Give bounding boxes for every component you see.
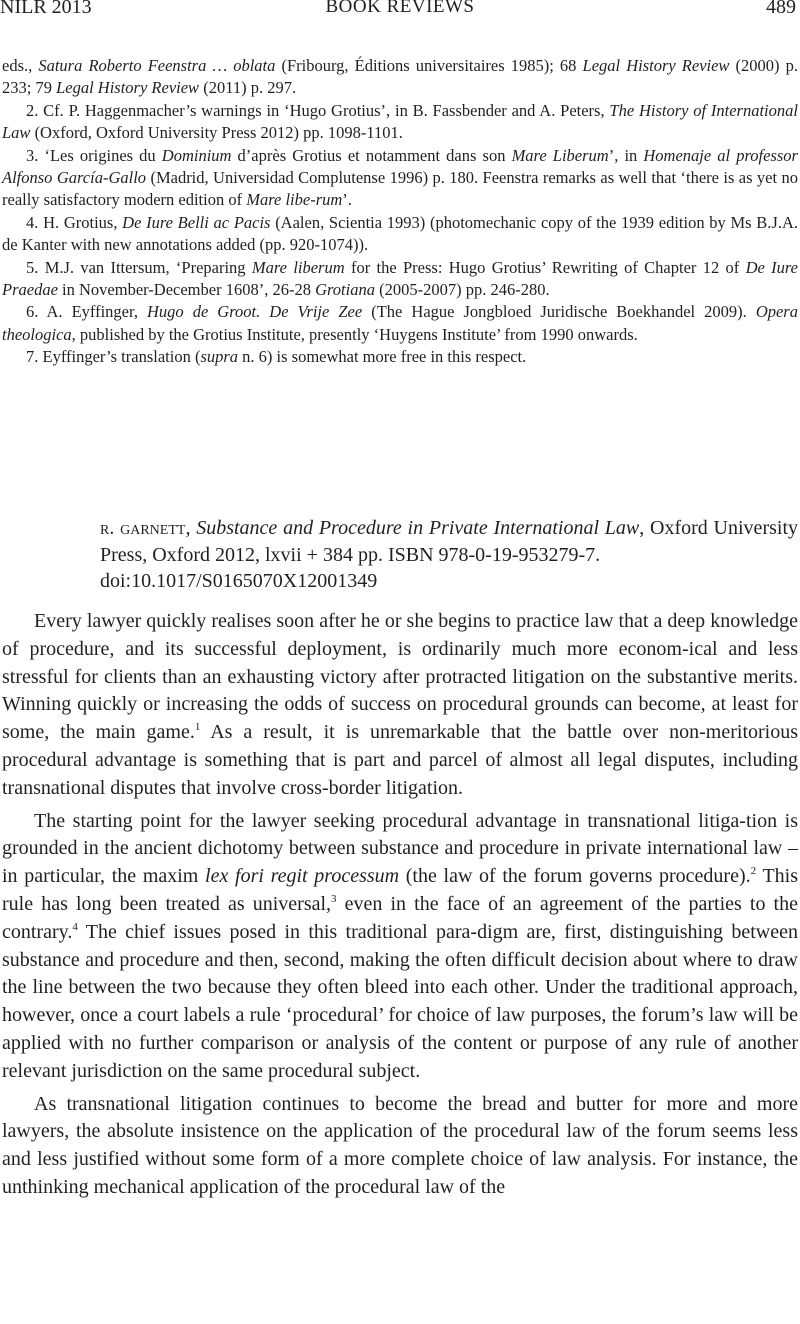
footnote-1-continued: eds., Satura Roberto Feenstra … oblata (Fribourg, Éditions universitaires 1985); 68 Legal History Review (2000) p. 233; 79 Legal History Review (2011) p. 297. [2,56,798,98]
footnote-ref-1: 1 [194,721,201,734]
body-paragraph-2: The starting point for the lawyer seeking procedural advantage in transnational litiga-tion is grounded in the ancient dichotomy between substance and procedure in private international law – in particular, the maxim lex fori regit processum (the law of the forum governs procedure).$^2$ This rule has long been treated as universal,$^3$ even in the face of an agreement of the parties to the contrary.$^4$ The chief issues posed in this traditional para-digm are, first, distinguishing between substance and procedure and then, second, making the often difficult decision about where to draw the line between the two because they often bleed into each other. Under the traditional approach, however, once a court labels a rule ‘procedural’ for choice of law purposes, the forum’s law will be applied with no further comparison or analysis of the content or purpose of any rule of another relevant jurisdiction on the same procedural subject. [2,809,799,1082]
review-heading [100,515,798,595]
footnote-4: 4. H. Grotius, De Iure Belli ac Pacis (Aalen, Scientia 1993) (photomechanic copy of the 1939 edition by Ms B.J.A. de Kanter with new annotations added (pp. 920-1074)). [2,212,798,255]
review-author: r. garnett [100,517,186,539]
footnote-7: 7. Eyffinger’s translation (supra n. 6) is somewhat more free in this respect. [26,347,527,367]
footnotes-block [2,55,798,369]
footnote-2: 2. Cf. P. Haggenmacher’s warnings in ‘Hugo Grotius’, in B. Fassbender and A. Peters, The History of International Law (Oxford, Oxford University Press 2012) pp. 1098-1101. [2,100,798,143]
body-paragraph-3: As transnational litigation continues to become the bread and butter for more and more lawyers, the absolute insistence on the application of the procedural law of the forum seems less and less justified without some form of a more complete choice of law analysis. For instance, the unthinking mechanical application of the procedural law of the [2,1092,798,1198]
publication-info: , Oxford University Press, Oxford 2012, lxvii + 384 pp. ISBN 978-0-19-953279-7. [100,517,798,566]
section-title: BOOK REVIEWS [325,0,475,17]
footnote-6: 6. A. Eyffinger, Hugo de Groot. De Vrije Zee (The Hague Jongbloed Juridische Boekhandel 2009). Opera theologica, published by the Grotius Institute, presently ‘Huygens Institute’ from 1990 onwards. [2,302,798,344]
page-number: 489 [766,0,796,18]
footnote-3: 3. ‘Les origines du Dominium d’après Grotius et notamment dans son Mare Liberum’, in Homenaje al professor Alfonso García-Gallo (Madrid, Universidad Complutense 1996) p. 180. Feenstra remarks as well that ‘there is as yet no really satisfactory modern edition of Mare libe-rum’. [2,145,798,210]
footnote-ref-4: 4 [72,920,78,933]
book-title: Substance and Procedure in Private International Law [196,517,640,539]
review-doi: doi:10.1017/S0165070X12001349 [100,570,378,592]
running-header [0,0,800,22]
footnote-5: 5. M.J. van Ittersum, ‘Preparing Mare liberum for the Press: Hugo Grotius’ Rewriting of Chapter 12 of De Iure Praedae in November-December 1608’, 26-28 Grotiana (2005-2007) pp. 246-280. [2,257,799,300]
review-body [2,608,798,1202]
footnote-ref-3: 3 [331,892,337,905]
body-paragraph-1: Every lawyer quickly realises soon after he or she begins to practice law that a deep knowledge of procedure, and its successful deployment, is ordinarily much more econom-ical and less stressful for clients than an exhausting victory after protracted litigation on the substantive merits. Winning quickly or increasing the odds of success on procedural grounds can become, at least for some, the main game.$^1$ As a result, it is unremarkable that the battle over non-meritorious procedural advantage is something that is part and parcel of almost all legal disputes, including transnational disputes that involve cross-border litigation. [2,610,798,799]
journal-name: NILR 2013 [0,0,92,18]
review-citation: r. garnett, Substance and Procedure in Private International Law, Oxford University Press, Oxford 2012, lxvii + 384 pp. ISBN 978-0-19-953279-7. [100,517,798,566]
footnote-ref-2: 2 [750,865,757,878]
